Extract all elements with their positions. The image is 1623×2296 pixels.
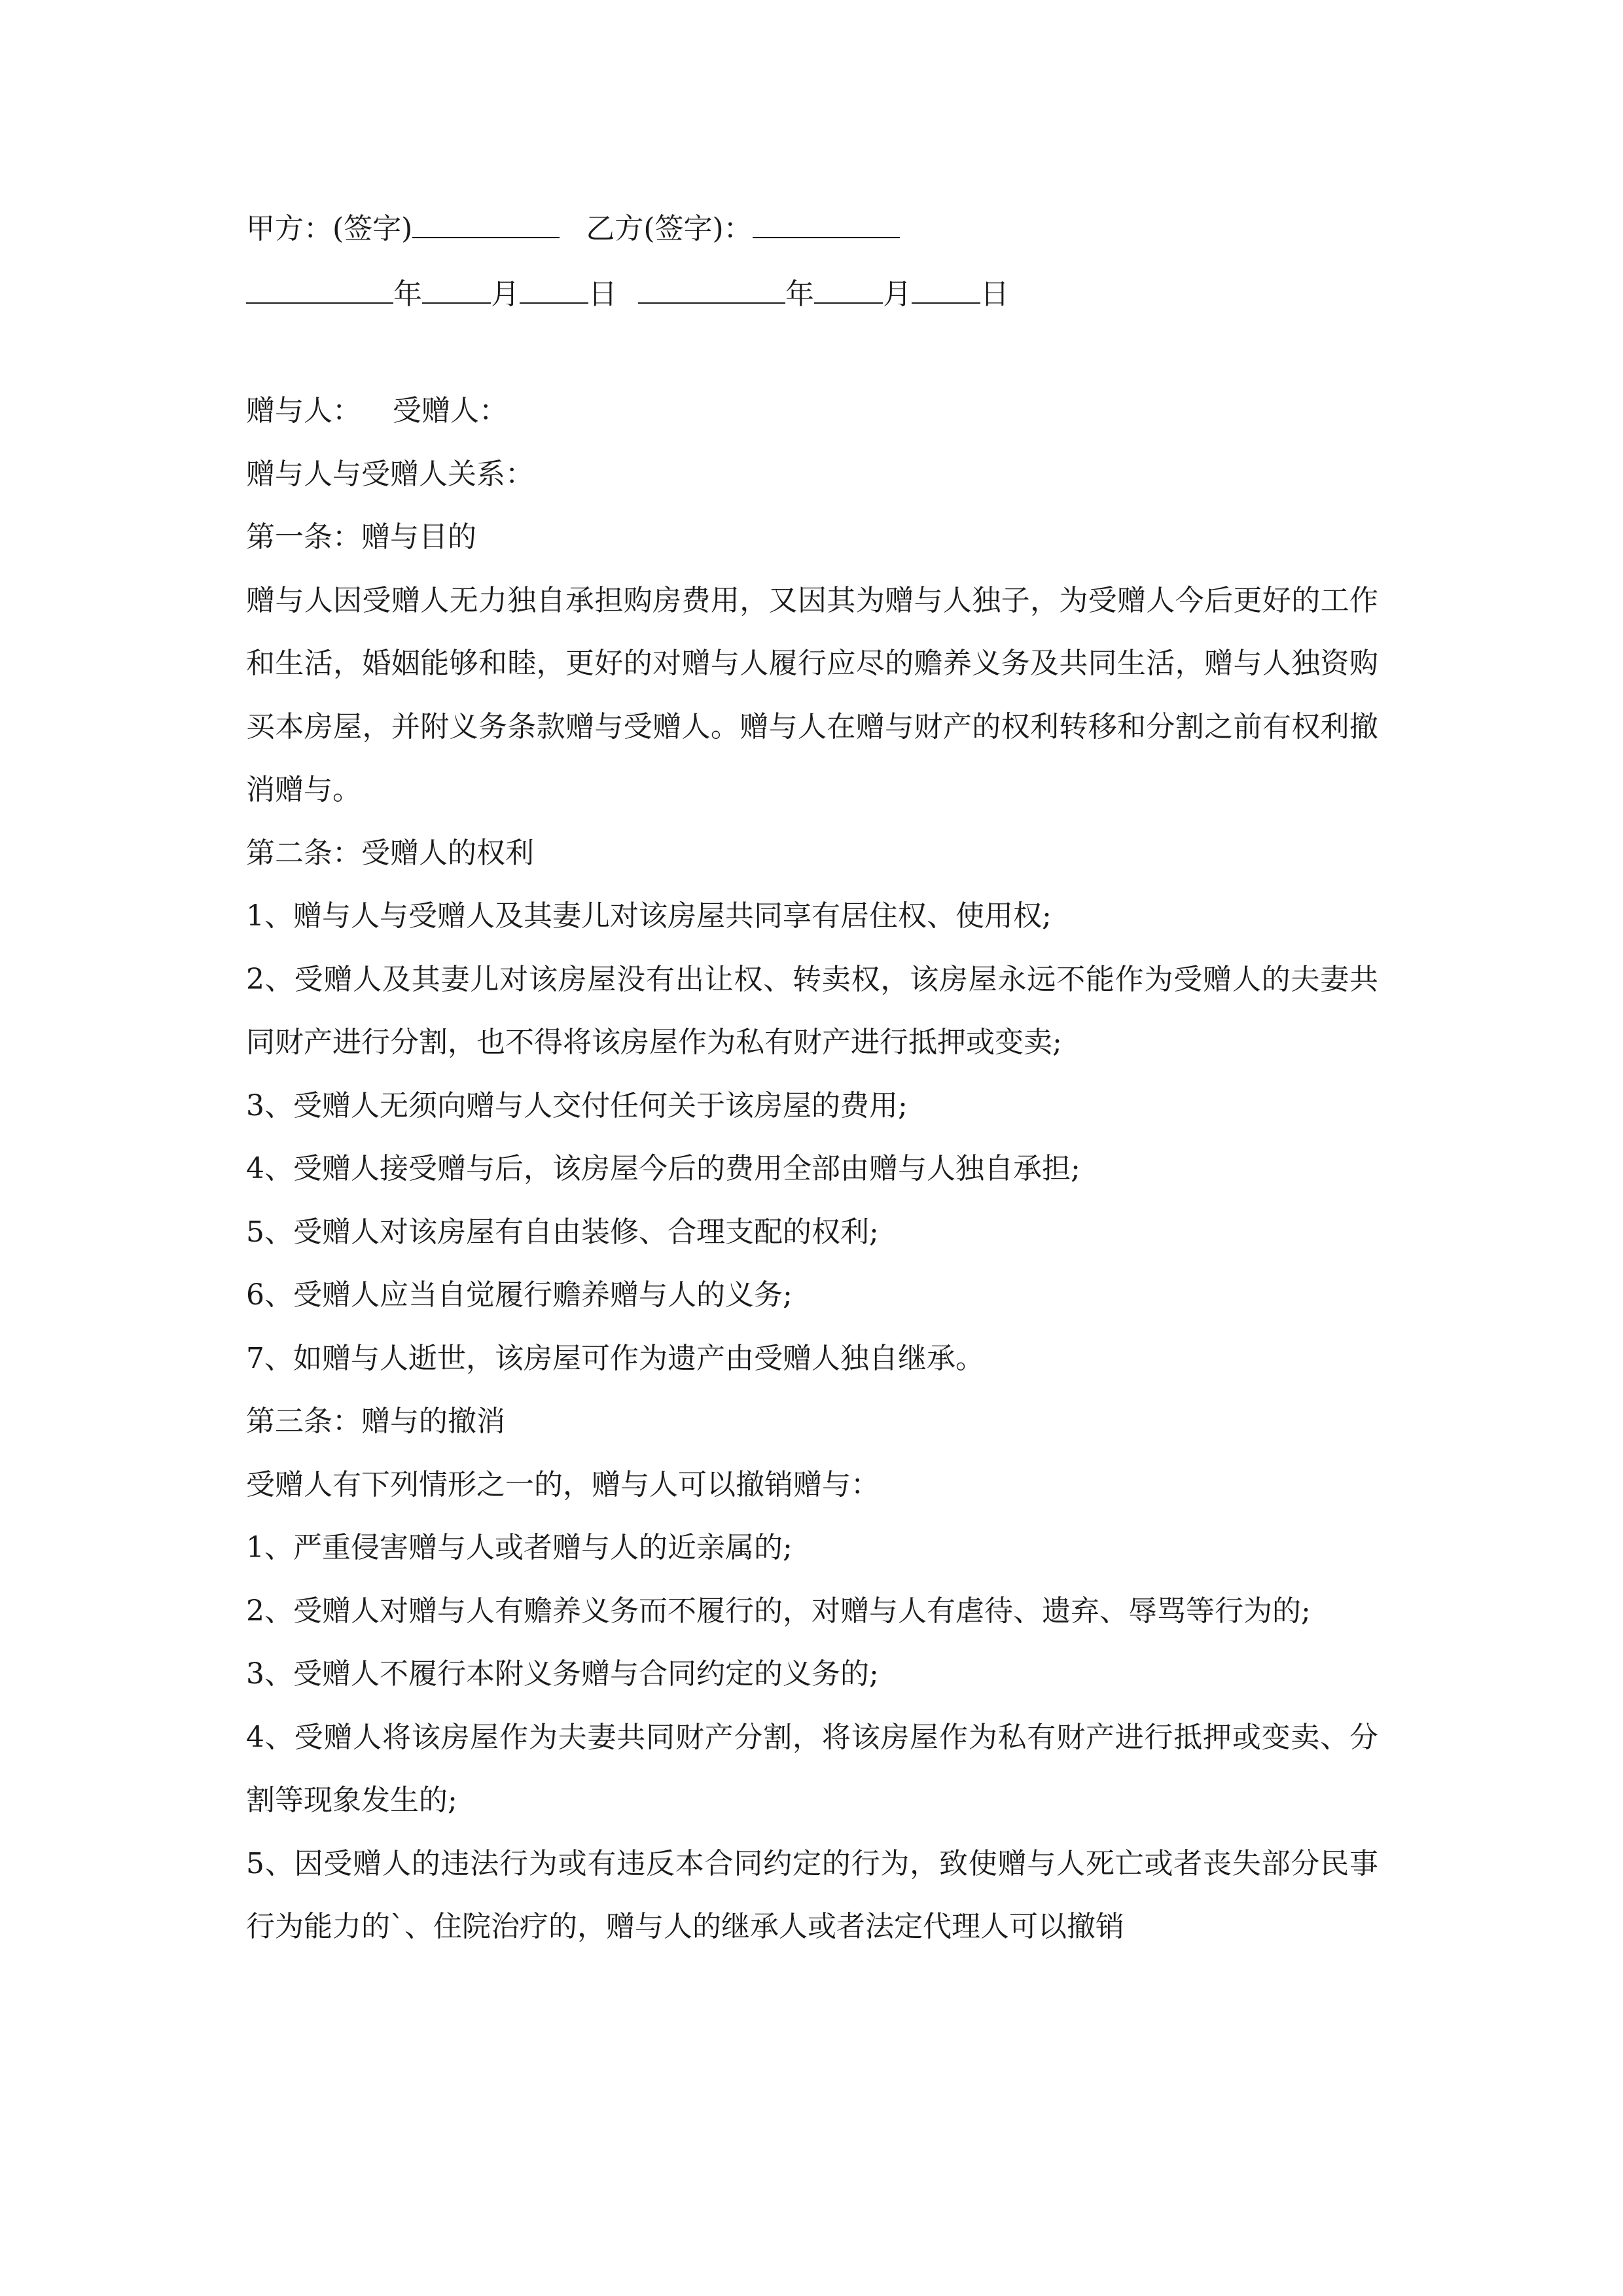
party-a-signature-blank bbox=[412, 213, 560, 238]
article-clause: 1、严重侵害赠与人或者赠与人的近亲属的; bbox=[246, 1531, 793, 1564]
article-clause: 7、如赠与人逝世，该房屋可作为遗产由受赠人独自继承。 bbox=[246, 1341, 984, 1375]
party-b-month-blank bbox=[814, 279, 883, 304]
article-clause: 1、赠与人与受赠人及其妻儿对该房屋共同享有居住权、使用权; bbox=[246, 899, 1052, 933]
party-a-label: 甲方：(签字) bbox=[246, 212, 413, 245]
relation-line: 赠与人与受赠人关系： bbox=[246, 457, 534, 491]
parties-line bbox=[246, 380, 1378, 443]
article-clause: 6、受赠人应当自觉履行赡养赠与人的义务; bbox=[246, 1278, 793, 1312]
article-paragraph: 赠与人因受赠人无力独自承担购房费用，又因其为赠与人独子，为受赠人今后更好的工作和生活，婚姻能够和睦，更好的对赠与人履行应尽的赡养义务及共同生活，赠与人独资购买本房屋，并附义务条款赠与受赠人。赠与人在赠与财产的权利转移和分割之前有权利撤消赠与。 bbox=[246, 583, 1378, 806]
party-a-month-label: 月 bbox=[491, 278, 520, 311]
signature-row bbox=[246, 196, 1378, 262]
party-b-day-label: 日 bbox=[980, 278, 1009, 311]
article-title: 第一条：赠与目的 bbox=[246, 520, 476, 554]
party-b-year-label: 年 bbox=[785, 278, 814, 311]
party-a-day-label: 日 bbox=[588, 278, 617, 311]
article-clause: 2、受赠人对赠与人有赡养义务而不履行的，对赠与人有虐待、遗弃、辱骂等行为的; bbox=[246, 1594, 1311, 1628]
article-clause: 5、受赠人对该房屋有自由装修、合理支配的权利; bbox=[246, 1215, 879, 1249]
article-1 bbox=[246, 506, 1378, 822]
party-b-day-blank bbox=[912, 279, 980, 304]
party-a-day-blank bbox=[520, 279, 588, 304]
article-clause: 5、因受赠人的违法行为或有违反本合同约定的行为，致使赠与人死亡或者丧失部分民事行为能力的`、住院治疗的，赠与人的继承人或者法定代理人可以撤销 bbox=[246, 1846, 1378, 1943]
article-title: 第三条：赠与的撤消 bbox=[246, 1405, 505, 1438]
party-a-month-blank bbox=[422, 279, 491, 304]
party-b-month-label: 月 bbox=[883, 278, 912, 311]
party-b-year-blank bbox=[638, 279, 785, 304]
article-clause: 3、受赠人不履行本附义务赠与合同约定的义务的; bbox=[246, 1657, 879, 1691]
party-b-signature-blank bbox=[753, 213, 900, 238]
article-2 bbox=[246, 822, 1378, 1391]
party-a-year-label: 年 bbox=[393, 278, 422, 311]
article-clause: 4、受赠人将该房屋作为夫妻共同财产分割，将该房屋作为私有财产进行抵押或变卖、分割等现象发生的; bbox=[246, 1720, 1378, 1817]
article-paragraph: 受赠人有下列情形之一的，赠与人可以撤销赠与： bbox=[246, 1467, 880, 1501]
article-3 bbox=[246, 1390, 1378, 1959]
article-title: 第二条：受赠人的权利 bbox=[246, 836, 534, 870]
article-clause: 2、受赠人及其妻儿对该房屋没有出让权、转卖权，该房屋永远不能作为受赠人的夫妻共同财产进行分割，也不得将该房屋作为私有财产进行抵押或变卖; bbox=[246, 962, 1378, 1059]
party-b-label: 乙方(签字)： bbox=[586, 212, 753, 245]
contract-page bbox=[246, 196, 1378, 1959]
contract-body bbox=[246, 380, 1378, 1959]
donee-label: 受赠人： bbox=[393, 394, 508, 427]
article-clause: 3、受赠人无须向赠与人交付任何关于该房屋的费用; bbox=[246, 1088, 908, 1122]
date-row bbox=[246, 262, 1378, 327]
article-clause: 4、受赠人接受赠与后，该房屋今后的费用全部由赠与人独自承担; bbox=[246, 1152, 1080, 1185]
party-a-year-blank bbox=[246, 279, 393, 304]
donor-label: 赠与人： bbox=[246, 394, 361, 427]
